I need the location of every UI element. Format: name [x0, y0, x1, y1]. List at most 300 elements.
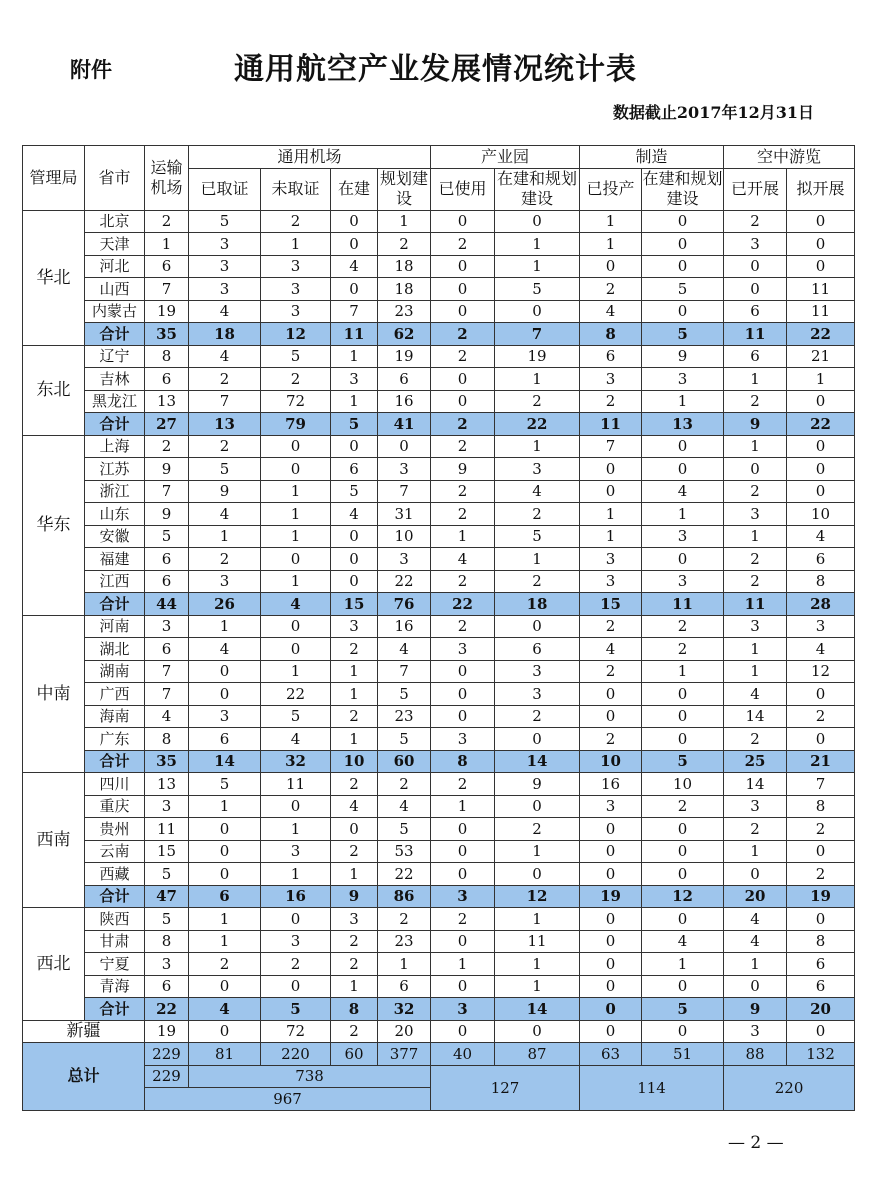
subtotal-cell: 20 [787, 998, 855, 1021]
value-cell: 3 [724, 1020, 787, 1043]
subtotal-row [23, 323, 855, 346]
province-name: 湖北 [85, 638, 145, 661]
grand-total-cell: 88 [724, 1043, 787, 1066]
value-cell: 2 [331, 705, 378, 728]
value-cell: 3 [189, 233, 261, 256]
value-cell: 1 [189, 525, 261, 548]
province-name: 福建 [85, 548, 145, 571]
subtotal-cell: 13 [189, 413, 261, 436]
subtotal-cell: 18 [495, 593, 580, 616]
subtotal-cell: 2 [431, 413, 495, 436]
value-cell: 3 [261, 930, 331, 953]
value-cell: 1 [642, 390, 724, 413]
value-cell: 0 [331, 570, 378, 593]
table-row [23, 615, 855, 638]
value-cell: 3 [189, 705, 261, 728]
value-cell: 0 [787, 255, 855, 278]
value-cell: 5 [145, 863, 189, 886]
value-cell: 31 [378, 503, 431, 526]
value-cell: 1 [431, 953, 495, 976]
value-cell: 1 [261, 660, 331, 683]
region-name: 西北 [23, 908, 85, 1021]
value-cell: 5 [378, 683, 431, 706]
province-name: 甘肃 [85, 930, 145, 953]
value-cell: 5 [189, 458, 261, 481]
value-cell: 3 [642, 368, 724, 391]
value-cell: 2 [724, 728, 787, 751]
subtotal-cell: 22 [787, 413, 855, 436]
grand-total-cell: 220 [261, 1043, 331, 1066]
value-cell: 7 [378, 480, 431, 503]
value-cell: 23 [378, 705, 431, 728]
subtotal-cell: 22 [787, 323, 855, 346]
table-row [23, 863, 855, 886]
value-cell: 4 [378, 638, 431, 661]
value-cell: 0 [431, 683, 495, 706]
value-cell: 1 [189, 908, 261, 931]
value-cell: 0 [787, 908, 855, 931]
province-name: 云南 [85, 840, 145, 863]
province-name: 宁夏 [85, 953, 145, 976]
value-cell: 2 [580, 278, 642, 301]
value-cell: 4 [189, 638, 261, 661]
subtotal-cell: 10 [580, 750, 642, 773]
value-cell: 8 [787, 795, 855, 818]
subtotal-cell: 12 [642, 885, 724, 908]
subtotal-cell: 15 [580, 593, 642, 616]
value-cell: 2 [331, 638, 378, 661]
value-cell: 2 [724, 390, 787, 413]
value-cell: 18 [378, 278, 431, 301]
value-cell: 0 [431, 840, 495, 863]
value-cell: 3 [261, 255, 331, 278]
value-cell: 10 [378, 525, 431, 548]
value-cell: 0 [787, 728, 855, 751]
value-cell: 4 [145, 705, 189, 728]
subtotal-cell: 35 [145, 750, 189, 773]
value-cell: 1 [642, 953, 724, 976]
value-cell: 2 [724, 210, 787, 233]
value-cell: 0 [261, 975, 331, 998]
subtotal-row [23, 593, 855, 616]
table-row [23, 908, 855, 931]
value-cell: 2 [189, 368, 261, 391]
value-cell: 3 [580, 548, 642, 571]
table-row [23, 525, 855, 548]
value-cell: 7 [580, 435, 642, 458]
value-cell: 7 [331, 300, 378, 323]
value-cell: 5 [378, 728, 431, 751]
value-cell: 4 [787, 525, 855, 548]
subtotal-cell: 22 [145, 998, 189, 1021]
value-cell: 0 [431, 975, 495, 998]
value-cell: 2 [189, 953, 261, 976]
subtotal-label: 合计 [85, 885, 145, 908]
value-cell: 4 [378, 795, 431, 818]
value-cell: 0 [261, 435, 331, 458]
value-cell: 1 [724, 525, 787, 548]
table-row [23, 728, 855, 751]
value-cell: 0 [431, 300, 495, 323]
value-cell: 2 [331, 953, 378, 976]
subtotal-cell: 8 [580, 323, 642, 346]
subtotal-cell: 19 [787, 885, 855, 908]
table-row [23, 840, 855, 863]
value-cell: 0 [431, 818, 495, 841]
header-building: 在建 [331, 168, 378, 210]
value-cell: 2 [261, 953, 331, 976]
subtotal-cell: 5 [642, 750, 724, 773]
header-uncertified: 未取证 [261, 168, 331, 210]
value-cell: 6 [724, 300, 787, 323]
subtotal-cell: 11 [331, 323, 378, 346]
subtotal-cell: 12 [261, 323, 331, 346]
subtotal-cell: 8 [431, 750, 495, 773]
value-cell: 6 [145, 368, 189, 391]
value-cell: 0 [495, 210, 580, 233]
table-row [23, 368, 855, 391]
value-cell: 3 [331, 908, 378, 931]
value-cell: 1 [431, 525, 495, 548]
subtotal-cell: 11 [580, 413, 642, 436]
value-cell: 4 [331, 255, 378, 278]
value-cell: 2 [580, 728, 642, 751]
value-cell: 9 [495, 773, 580, 796]
value-cell: 3 [642, 570, 724, 593]
province-name: 陕西 [85, 908, 145, 931]
region-name: 华北 [23, 210, 85, 345]
transport-sum: 229 [145, 1065, 189, 1088]
subtotal-label: 合计 [85, 998, 145, 1021]
value-cell: 0 [331, 233, 378, 256]
table-row [23, 390, 855, 413]
subtotal-cell: 60 [378, 750, 431, 773]
value-cell: 1 [495, 255, 580, 278]
subtotal-cell: 14 [189, 750, 261, 773]
value-cell: 4 [580, 300, 642, 323]
subtotal-cell: 16 [261, 885, 331, 908]
province-name: 海南 [85, 705, 145, 728]
province-name: 广西 [85, 683, 145, 706]
subtotal-cell: 5 [261, 998, 331, 1021]
province-name: 北京 [85, 210, 145, 233]
value-cell: 2 [724, 480, 787, 503]
value-cell: 0 [580, 908, 642, 931]
value-cell: 5 [189, 773, 261, 796]
value-cell: 1 [787, 368, 855, 391]
value-cell: 0 [261, 548, 331, 571]
value-cell: 0 [495, 1020, 580, 1043]
subtotal-row [23, 750, 855, 773]
value-cell: 0 [261, 795, 331, 818]
value-cell: 0 [580, 683, 642, 706]
value-cell: 3 [580, 368, 642, 391]
value-cell: 5 [331, 480, 378, 503]
value-cell: 1 [331, 390, 378, 413]
value-cell: 72 [261, 1020, 331, 1043]
value-cell: 4 [580, 638, 642, 661]
header-transport-airport: 运输机场 [145, 146, 189, 211]
value-cell: 9 [145, 503, 189, 526]
value-cell: 6 [580, 345, 642, 368]
value-cell: 0 [642, 908, 724, 931]
value-cell: 2 [580, 615, 642, 638]
value-cell: 2 [431, 908, 495, 931]
value-cell: 0 [787, 435, 855, 458]
value-cell: 16 [378, 615, 431, 638]
value-cell: 3 [378, 548, 431, 571]
province-name: 河北 [85, 255, 145, 278]
value-cell: 3 [724, 795, 787, 818]
table-row [23, 570, 855, 593]
value-cell: 18 [378, 255, 431, 278]
grand-total-cell: 81 [189, 1043, 261, 1066]
value-cell: 6 [331, 458, 378, 481]
value-cell: 14 [724, 705, 787, 728]
value-cell: 3 [189, 570, 261, 593]
value-cell: 0 [642, 840, 724, 863]
value-cell: 0 [787, 480, 855, 503]
value-cell: 2 [431, 615, 495, 638]
value-cell: 2 [724, 818, 787, 841]
value-cell: 2 [189, 435, 261, 458]
value-cell: 4 [331, 503, 378, 526]
value-cell: 7 [189, 390, 261, 413]
statistics-table [22, 145, 855, 1111]
value-cell: 2 [431, 570, 495, 593]
value-cell: 2 [261, 368, 331, 391]
value-cell: 1 [189, 615, 261, 638]
header-industrial-park: 产业园 [431, 146, 580, 169]
value-cell: 8 [145, 728, 189, 751]
value-cell: 0 [580, 975, 642, 998]
grand-total-cell: 132 [787, 1043, 855, 1066]
header-air-tour: 空中游览 [724, 146, 855, 169]
table-row [23, 683, 855, 706]
value-cell: 5 [495, 525, 580, 548]
value-cell: 1 [724, 660, 787, 683]
value-cell: 0 [580, 818, 642, 841]
value-cell: 2 [431, 233, 495, 256]
value-cell: 0 [787, 458, 855, 481]
value-cell: 0 [787, 1020, 855, 1043]
page-title: 通用航空产业发展情况统计表 [234, 52, 637, 87]
value-cell: 6 [189, 728, 261, 751]
value-cell: 1 [331, 975, 378, 998]
region-name: 中南 [23, 615, 85, 773]
value-cell: 4 [724, 908, 787, 931]
value-cell: 1 [261, 233, 331, 256]
value-cell: 0 [580, 930, 642, 953]
subtotal-row [23, 413, 855, 436]
value-cell: 2 [495, 390, 580, 413]
value-cell: 4 [189, 300, 261, 323]
value-cell: 1 [580, 233, 642, 256]
value-cell: 3 [495, 683, 580, 706]
value-cell: 3 [580, 795, 642, 818]
value-cell: 1 [495, 233, 580, 256]
value-cell: 19 [145, 1020, 189, 1043]
province-name: 内蒙古 [85, 300, 145, 323]
value-cell: 2 [189, 548, 261, 571]
value-cell: 4 [495, 480, 580, 503]
province-name: 河南 [85, 615, 145, 638]
province-name: 青海 [85, 975, 145, 998]
value-cell: 4 [642, 930, 724, 953]
value-cell: 1 [331, 345, 378, 368]
airport-sum: 967 [145, 1088, 431, 1111]
value-cell: 8 [787, 930, 855, 953]
value-cell: 0 [189, 683, 261, 706]
value-cell: 0 [787, 840, 855, 863]
value-cell: 22 [378, 863, 431, 886]
value-cell: 5 [189, 210, 261, 233]
value-cell: 0 [495, 795, 580, 818]
value-cell: 9 [642, 345, 724, 368]
xinjiang-name: 新疆 [23, 1020, 145, 1043]
subtotal-cell: 86 [378, 885, 431, 908]
grand-total-cell: 377 [378, 1043, 431, 1066]
table-row [23, 818, 855, 841]
value-cell: 1 [431, 795, 495, 818]
table-row [23, 953, 855, 976]
value-cell: 2 [145, 435, 189, 458]
subtotal-cell: 25 [724, 750, 787, 773]
province-name: 吉林 [85, 368, 145, 391]
subtotal-label: 合计 [85, 593, 145, 616]
value-cell: 5 [642, 278, 724, 301]
value-cell: 0 [431, 278, 495, 301]
value-cell: 0 [642, 255, 724, 278]
value-cell: 19 [145, 300, 189, 323]
province-name: 广东 [85, 728, 145, 751]
value-cell: 3 [642, 525, 724, 548]
value-cell: 5 [495, 278, 580, 301]
grand-total-cell: 229 [145, 1043, 189, 1066]
header-province: 省市 [85, 146, 145, 211]
value-cell: 1 [145, 233, 189, 256]
value-cell: 23 [378, 930, 431, 953]
value-cell: 2 [724, 570, 787, 593]
table-row [23, 773, 855, 796]
table-row [23, 255, 855, 278]
table-row [23, 480, 855, 503]
value-cell: 1 [261, 503, 331, 526]
value-cell: 22 [261, 683, 331, 706]
value-cell: 1 [495, 368, 580, 391]
table-row [23, 660, 855, 683]
value-cell: 0 [189, 975, 261, 998]
value-cell: 0 [261, 458, 331, 481]
value-cell: 2 [331, 840, 378, 863]
value-cell: 11 [495, 930, 580, 953]
value-cell: 1 [724, 953, 787, 976]
value-cell: 2 [431, 503, 495, 526]
value-cell: 21 [787, 345, 855, 368]
value-cell: 4 [787, 638, 855, 661]
value-cell: 1 [495, 975, 580, 998]
subtotal-cell: 4 [261, 593, 331, 616]
value-cell: 2 [642, 615, 724, 638]
value-cell: 0 [261, 615, 331, 638]
value-cell: 0 [642, 548, 724, 571]
header-park-used: 已使用 [431, 168, 495, 210]
table-row [23, 210, 855, 233]
grand-total-row [23, 1043, 855, 1066]
subtotal-cell: 28 [787, 593, 855, 616]
value-cell: 0 [495, 300, 580, 323]
value-cell: 4 [331, 795, 378, 818]
value-cell: 3 [724, 615, 787, 638]
value-cell: 0 [495, 728, 580, 751]
value-cell: 2 [495, 503, 580, 526]
value-cell: 2 [495, 705, 580, 728]
value-cell: 3 [495, 458, 580, 481]
manufacturing-sum: 114 [580, 1065, 724, 1110]
value-cell: 5 [145, 908, 189, 931]
subtotal-cell: 76 [378, 593, 431, 616]
subtotal-cell: 41 [378, 413, 431, 436]
table-row [23, 548, 855, 571]
value-cell: 10 [642, 773, 724, 796]
value-cell: 1 [580, 525, 642, 548]
subtotal-cell: 62 [378, 323, 431, 346]
value-cell: 0 [642, 818, 724, 841]
value-cell: 3 [724, 503, 787, 526]
value-cell: 1 [261, 480, 331, 503]
province-name: 天津 [85, 233, 145, 256]
value-cell: 3 [495, 660, 580, 683]
value-cell: 1 [261, 525, 331, 548]
subtotal-cell: 13 [642, 413, 724, 436]
grand-total-cell: 60 [331, 1043, 378, 1066]
value-cell: 0 [431, 368, 495, 391]
subtotal-cell: 18 [189, 323, 261, 346]
value-cell: 1 [261, 818, 331, 841]
subtotal-cell: 11 [724, 323, 787, 346]
province-name: 贵州 [85, 818, 145, 841]
subtotal-cell: 26 [189, 593, 261, 616]
header-mfg-building: 在建和规划建设 [642, 169, 723, 208]
value-cell: 20 [378, 1020, 431, 1043]
value-cell: 1 [378, 953, 431, 976]
value-cell: 6 [495, 638, 580, 661]
subtotal-cell: 12 [495, 885, 580, 908]
value-cell: 3 [145, 953, 189, 976]
value-cell: 1 [724, 638, 787, 661]
value-cell: 0 [642, 233, 724, 256]
table-row [23, 975, 855, 998]
subtotal-cell: 3 [431, 998, 495, 1021]
value-cell: 1 [331, 863, 378, 886]
value-cell: 7 [145, 660, 189, 683]
value-cell: 0 [642, 863, 724, 886]
province-name: 山东 [85, 503, 145, 526]
value-cell: 2 [431, 345, 495, 368]
subtotal-cell: 4 [189, 998, 261, 1021]
table-row [23, 795, 855, 818]
value-cell: 11 [787, 278, 855, 301]
value-cell: 7 [787, 773, 855, 796]
page-number: — 2 — [728, 1133, 784, 1153]
table-row [23, 278, 855, 301]
value-cell: 4 [431, 548, 495, 571]
value-cell: 4 [642, 480, 724, 503]
value-cell: 2 [145, 210, 189, 233]
subtotal-cell: 32 [261, 750, 331, 773]
header-tour-open: 已开展 [724, 168, 787, 210]
value-cell: 0 [189, 840, 261, 863]
